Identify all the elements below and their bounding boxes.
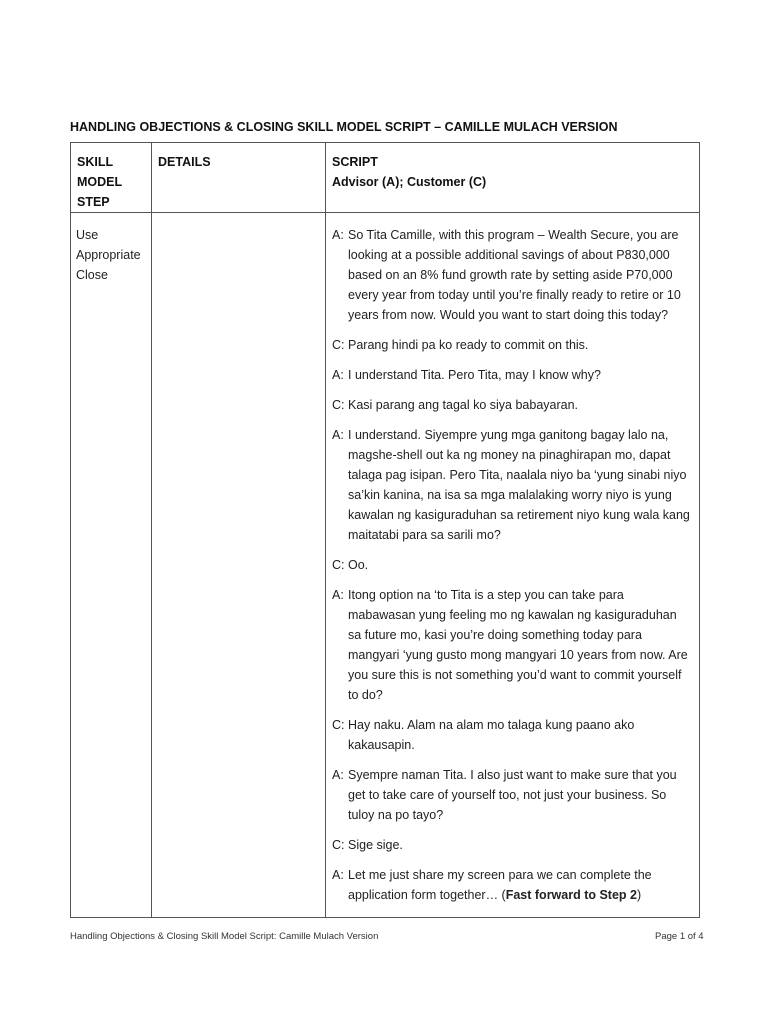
step-line: Use: [76, 228, 99, 242]
speaker-label: A:: [332, 368, 344, 382]
line-text: Hay naku. Alam na alam mo talaga kung paano ako kakausapin.: [348, 718, 635, 752]
header-details: [152, 143, 326, 213]
header-step-line2: STEP: [77, 195, 110, 209]
script-line: [332, 765, 691, 825]
speaker-label: A:: [332, 428, 344, 442]
speaker-label: A:: [332, 868, 344, 882]
speaker-label: A:: [332, 588, 344, 602]
line-text: Itong option na ‘to Tita is a step you can take para mabawasan yung feeling mo ng kawalan ng kasiguraduhan sa future mo, kasi you’re doing something today para mangyari ‘yung gusto mong mangyari 10 years from now. Are you sure this is not something you’d want to commit yourself to do?: [348, 588, 688, 702]
script-line: [332, 715, 691, 755]
script-line: [332, 225, 691, 325]
step-line: Close: [76, 268, 108, 282]
header-script-line2: Advisor (A); Customer (C): [332, 175, 487, 189]
details-cell: [152, 213, 326, 918]
document-title: HANDLING OBJECTIONS & CLOSING SKILL MODEL SCRIPT – CAMILLE MULACH VERSION: [70, 120, 618, 134]
script-table: [70, 142, 700, 918]
header-details-label: DETAILS: [158, 155, 211, 169]
step-line: Appropriate: [76, 248, 141, 262]
line-text-main: Let me just share my screen para we can complete the application form together… (: [348, 868, 652, 902]
header-skill-model-step: [71, 143, 152, 213]
script-line: [332, 365, 691, 385]
script-line: [332, 555, 691, 575]
script-line: [332, 335, 691, 355]
line-text: Kasi parang ang tagal ko siya babayaran.: [348, 398, 579, 412]
line-text: I understand Tita. Pero Tita, may I know why?: [348, 368, 601, 382]
fast-forward-label: Fast forward to Step 2: [505, 888, 637, 902]
line-text: So Tita Camille, with this program – Wealth Secure, you are looking at a possible additional savings of about P830,000 based on an 8% fund growth rate by setting aside P70,000 every year from today until you’re finally ready to retire or 10 years from now. Would you want to start doing this today?: [348, 228, 681, 322]
speaker-label: C:: [332, 718, 345, 732]
step-cell: [71, 213, 152, 918]
script-line-final: [332, 865, 691, 905]
header-script: [326, 143, 700, 213]
script-cell: [326, 213, 700, 918]
header-step-line1: SKILL MODEL: [77, 155, 123, 189]
speaker-label: C:: [332, 338, 345, 352]
speaker-label: C:: [332, 398, 345, 412]
script-line: [332, 425, 691, 545]
speaker-label: C:: [332, 558, 345, 572]
table-header-row: [71, 143, 700, 213]
line-text: Sige sige.: [348, 838, 403, 852]
line-text: Parang hindi pa ko ready to commit on this.: [348, 338, 589, 352]
script-line: [332, 395, 691, 415]
script-line: [332, 835, 691, 855]
speaker-label: C:: [332, 838, 345, 852]
header-script-line1: SCRIPT: [332, 155, 378, 169]
footer-document-name: Handling Objections & Closing Skill Model Script: Camille Mulach Version: [70, 931, 379, 942]
line-text: Syempre naman Tita. I also just want to make sure that you get to take care of yourself too, not just your business. So tuloy na po tayo?: [348, 768, 677, 822]
line-text: Oo.: [348, 558, 369, 572]
line-text-end: ): [637, 888, 642, 902]
line-text: [348, 865, 691, 905]
script-line: [332, 585, 691, 705]
speaker-label: A:: [332, 228, 344, 242]
footer-page-number: Page 1 of 4: [655, 931, 704, 942]
line-text: I understand. Siyempre yung mga ganitong bagay lalo na, magshe-shell out ka ng money na pinaghirapan mo, dapat talaga pag isipan. Pero Tita, naalala niyo ba ‘yung sinabi niyo sa’kin kanina, na isa sa mga malalaking worry niyo is yung kawalan ng kasiguraduhan sa retirement niyo kung wala kang maitatabi para sa sarili mo?: [348, 428, 690, 542]
table-row: [71, 213, 700, 918]
speaker-label: A:: [332, 768, 344, 782]
